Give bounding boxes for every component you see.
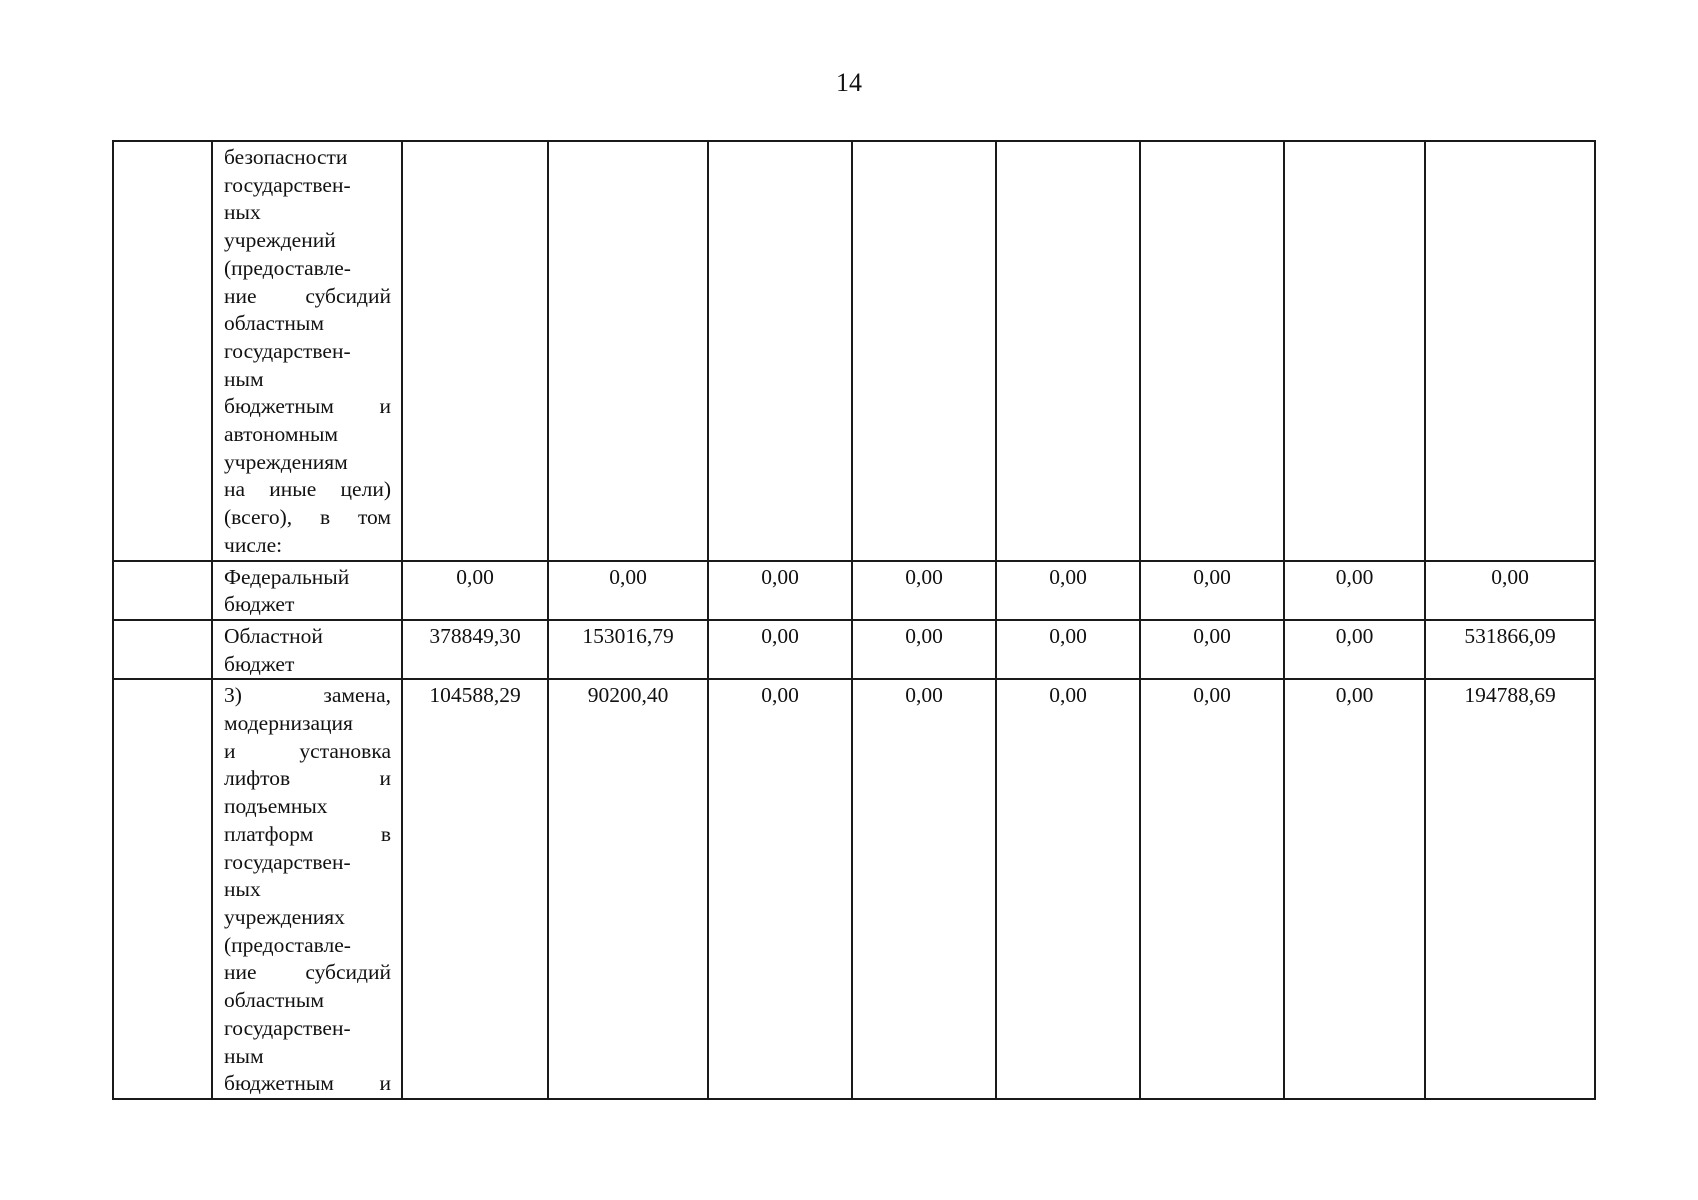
value-cell: 0,00 bbox=[1284, 561, 1425, 620]
value-cell bbox=[402, 141, 548, 561]
value-cell: 104588,29 bbox=[402, 679, 548, 1099]
row-number-cell bbox=[113, 561, 212, 620]
value-cell: 0,00 bbox=[1140, 620, 1284, 679]
description-line: областным bbox=[224, 988, 324, 1013]
description-line: безопасности bbox=[224, 145, 348, 169]
description-line: областным bbox=[224, 311, 324, 336]
row-description bbox=[212, 679, 402, 1099]
value-cell: 0,00 bbox=[402, 561, 548, 620]
page-number: 14 bbox=[836, 68, 862, 97]
description-line: государствен- bbox=[224, 172, 351, 197]
value-cell: 0,00 bbox=[852, 620, 996, 679]
value-cell bbox=[852, 141, 996, 561]
value-cell bbox=[996, 141, 1140, 561]
value-cell: 0,00 bbox=[1140, 561, 1284, 620]
description-line: ным bbox=[224, 366, 264, 391]
value-cell: 0,00 bbox=[1284, 620, 1425, 679]
value-cell: 0,00 bbox=[708, 561, 852, 620]
table-row bbox=[113, 561, 1595, 620]
value-cell: 0,00 bbox=[708, 620, 852, 679]
description-line: ние субсидий bbox=[224, 283, 391, 308]
description-line: учреждений bbox=[224, 228, 336, 253]
value-cell: 0,00 bbox=[548, 561, 708, 620]
description-line: бюджет bbox=[224, 592, 295, 617]
description-line: ных bbox=[224, 200, 261, 225]
description-line: подъемных bbox=[224, 794, 328, 819]
value-cell: 0,00 bbox=[852, 561, 996, 620]
value-cell bbox=[708, 141, 852, 561]
description-line: государствен- bbox=[224, 1015, 351, 1040]
row-description bbox=[212, 561, 402, 620]
table-row bbox=[113, 620, 1595, 679]
description-line: лифтов и bbox=[224, 766, 391, 791]
description-line: бюджет bbox=[224, 651, 295, 676]
value-cell: 378849,30 bbox=[402, 620, 548, 679]
row-number-cell bbox=[113, 620, 212, 679]
value-cell bbox=[1284, 141, 1425, 561]
value-cell: 0,00 bbox=[996, 620, 1140, 679]
value-cell: 0,00 bbox=[1284, 679, 1425, 1099]
description-line: учреждениям bbox=[224, 449, 348, 474]
description-line: (всего), в том bbox=[224, 505, 391, 530]
description-line: автономным bbox=[224, 422, 339, 447]
value-cell: 0,00 bbox=[708, 679, 852, 1099]
value-cell bbox=[1425, 141, 1595, 561]
description-line: бюджетным и bbox=[224, 1071, 391, 1096]
value-cell bbox=[548, 141, 708, 561]
table-row bbox=[113, 679, 1595, 1099]
row-description bbox=[212, 141, 402, 561]
description-line: на иные цели) bbox=[224, 477, 391, 502]
description-line: государствен- bbox=[224, 849, 351, 874]
description-line: числе: bbox=[224, 532, 283, 557]
budget-table bbox=[112, 140, 1596, 1100]
row-number-cell bbox=[113, 679, 212, 1099]
value-cell: 0,00 bbox=[852, 679, 996, 1099]
description-line: государствен- bbox=[224, 338, 351, 363]
description-line: Областной bbox=[224, 623, 323, 648]
description-line: модернизация bbox=[224, 711, 353, 736]
description-line: 3) замена, bbox=[224, 683, 391, 708]
value-cell: 153016,79 bbox=[548, 620, 708, 679]
description-line: (предоставле- bbox=[224, 932, 351, 957]
value-cell: 90200,40 bbox=[548, 679, 708, 1099]
row-description bbox=[212, 620, 402, 679]
row-number-cell bbox=[113, 141, 212, 561]
description-line: ным bbox=[224, 1043, 264, 1068]
description-line: бюджетным и bbox=[224, 394, 391, 419]
description-line: ние субсидий bbox=[224, 960, 391, 985]
description-line: учреждениях bbox=[224, 904, 345, 929]
description-line: Федеральный bbox=[224, 564, 350, 589]
table-row bbox=[113, 141, 1595, 561]
value-cell: 0,00 bbox=[1140, 679, 1284, 1099]
description-line: и установка bbox=[224, 738, 391, 763]
value-cell bbox=[1140, 141, 1284, 561]
value-cell: 531866,09 bbox=[1425, 620, 1595, 679]
description-line: платформ в bbox=[224, 821, 391, 846]
value-cell: 0,00 bbox=[1425, 561, 1595, 620]
description-line: (предоставле- bbox=[224, 255, 351, 280]
value-cell: 0,00 bbox=[996, 679, 1140, 1099]
value-cell: 0,00 bbox=[996, 561, 1140, 620]
value-cell: 194788,69 bbox=[1425, 679, 1595, 1099]
description-line: ных bbox=[224, 877, 261, 902]
